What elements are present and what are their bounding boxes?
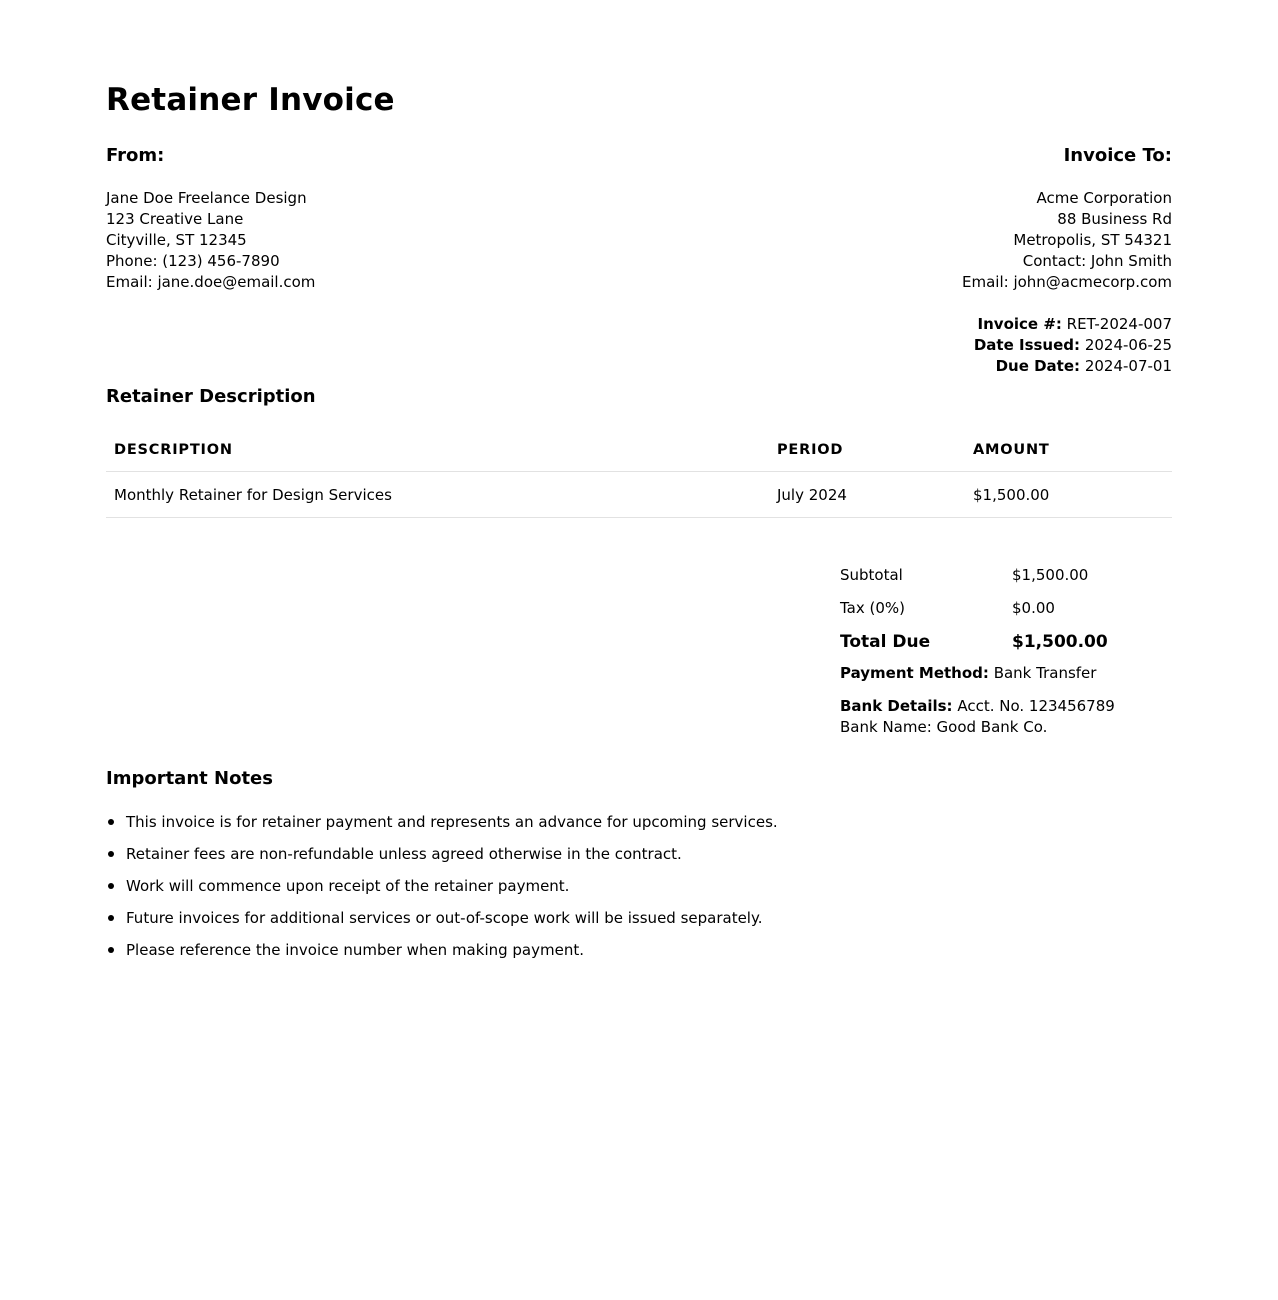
bullet-icon (108, 851, 114, 857)
payment-method-value: Bank Transfer (993, 664, 1097, 682)
recipient-street: 88 Business Rd (1057, 210, 1172, 228)
recipient-address (672, 188, 1172, 293)
bank-name: Bank Name: Good Bank Co. (840, 718, 1048, 736)
note-text: Future invoices for additional services or out-of-scope work will be issued separately. (126, 909, 763, 927)
column-header-period: PERIOD (769, 428, 965, 472)
subtotal-row (840, 558, 1170, 591)
bank-details (840, 696, 1170, 738)
note-text: Please reference the invoice number when making payment. (126, 941, 584, 959)
invoice-to-heading: Invoice To: (1063, 145, 1172, 166)
table-row (106, 472, 1172, 518)
bullet-icon (108, 947, 114, 953)
line-items-table (106, 428, 1172, 518)
bullet-icon (108, 883, 114, 889)
sender-street: 123 Creative Lane (106, 210, 244, 228)
date-issued-label: Date Issued: (973, 336, 1081, 354)
note-text: Work will commence upon receipt of the retainer payment. (126, 877, 570, 895)
line-item-period: July 2024 (769, 472, 965, 518)
line-item-amount: $1,500.00 (965, 472, 1172, 518)
date-issued-value: 2024-06-25 (1084, 336, 1172, 354)
sender-phone: Phone: (123) 456-7890 (106, 252, 280, 270)
list-item (126, 870, 778, 902)
note-text: Retainer fees are non-refundable unless agreed otherwise in the contract. (126, 845, 682, 863)
line-item-description: Monthly Retainer for Design Services (106, 472, 769, 518)
column-header-amount: AMOUNT (965, 428, 1172, 472)
subtotal-value: $1,500.00 (1012, 565, 1089, 584)
recipient-contact: Contact: John Smith (1022, 252, 1172, 270)
sender-email: Email: jane.doe@email.com (106, 273, 316, 291)
tax-value: $0.00 (1012, 598, 1055, 617)
retainer-description-heading: Retainer Description (106, 386, 316, 407)
subtotal-label: Subtotal (840, 565, 903, 584)
totals-block (840, 558, 1170, 738)
total-due-value: $1,500.00 (1012, 632, 1108, 652)
recipient-city: Metropolis, ST 54321 (1013, 231, 1172, 249)
sender-name: Jane Doe Freelance Design (106, 189, 307, 207)
important-notes-heading: Important Notes (106, 768, 273, 789)
bank-details-label: Bank Details: (840, 697, 953, 715)
tax-row (840, 591, 1170, 624)
from-heading: From: (106, 145, 165, 166)
invoice-number-value: RET-2024-007 (1066, 315, 1172, 333)
date-issued-row (672, 335, 1172, 356)
column-header-description: DESCRIPTION (106, 428, 769, 472)
table-header-row (106, 428, 1172, 472)
notes-list (106, 806, 778, 966)
note-text: This invoice is for retainer payment and represents an advance for upcoming services. (126, 813, 778, 831)
invoice-title: Retainer Invoice (106, 82, 395, 118)
tax-label: Tax (0%) (840, 598, 906, 617)
bank-account-number: Acct. No. 123456789 (957, 697, 1115, 715)
sender-city: Cityville, ST 12345 (106, 231, 247, 249)
list-item (126, 934, 778, 966)
sender-block (106, 144, 606, 293)
recipient-name: Acme Corporation (1036, 189, 1172, 207)
total-due-row (840, 624, 1170, 660)
bullet-icon (108, 915, 114, 921)
sender-address (106, 188, 606, 293)
payment-method-label: Payment Method: (840, 664, 989, 682)
due-date-row (672, 356, 1172, 377)
invoice-meta (672, 314, 1172, 377)
invoice-number-label: Invoice #: (977, 315, 1062, 333)
list-item (126, 902, 778, 934)
list-item (126, 806, 778, 838)
recipient-email: Email: john@acmecorp.com (962, 273, 1172, 291)
due-date-label: Due Date: (995, 357, 1081, 375)
recipient-block (672, 144, 1172, 377)
bullet-icon (108, 819, 114, 825)
due-date-value: 2024-07-01 (1084, 357, 1172, 375)
payment-method (840, 663, 1170, 684)
total-due-label: Total Due (840, 632, 931, 652)
list-item (126, 838, 778, 870)
invoice-number-row (672, 314, 1172, 335)
bank-account-row (840, 696, 1170, 717)
